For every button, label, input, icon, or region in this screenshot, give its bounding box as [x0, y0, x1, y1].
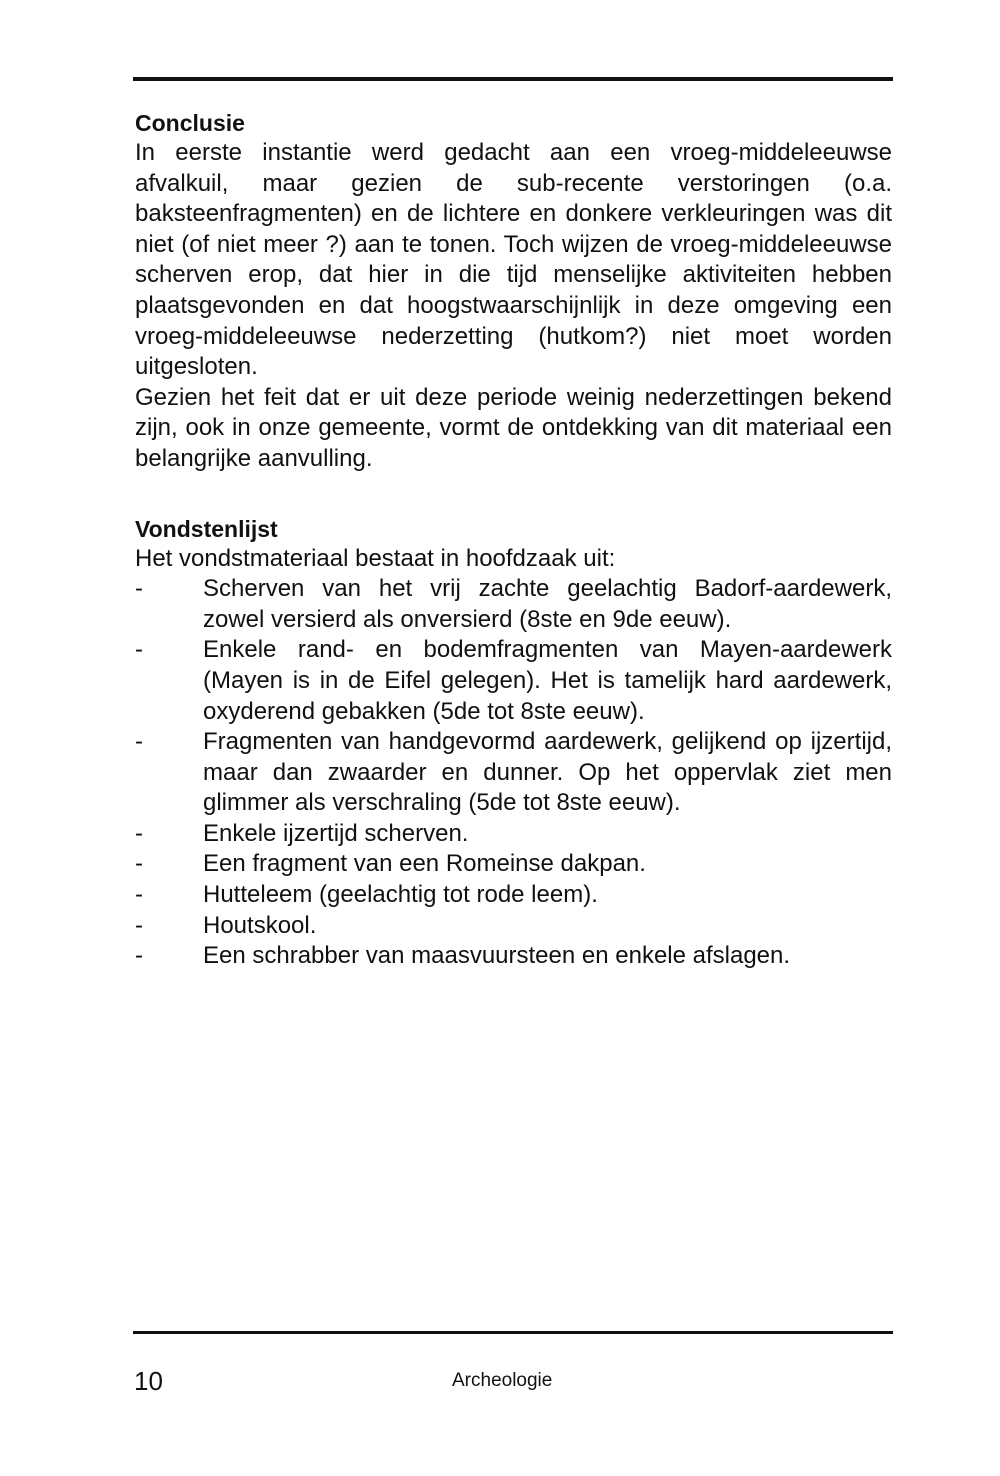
list-item	[135, 819, 892, 850]
list-item-text: Houtskool.	[203, 911, 317, 939]
list-item	[135, 635, 892, 727]
conclusie-paragraph-2: Gezien het feit dat er uit deze periode weinig nederzettingen bekend zijn, ook in onze gemeente, vormt de ontdekking van dit materiaal een belangrijke aanvulling.	[135, 383, 892, 472]
page-number: 10	[134, 1366, 163, 1396]
list-dash: -	[135, 911, 143, 939]
list-item	[135, 941, 892, 972]
list-item-text: Een fragment van een Romeinse dakpan.	[203, 850, 646, 878]
list-dash: -	[135, 728, 143, 756]
list-item	[135, 727, 892, 819]
list-dash: -	[135, 850, 143, 878]
list-item-text: Enkele rand- en bodemfragmenten van Mayen-aardewerk (Mayen is in de Eifel gelegen). Het is tamelijk hard aardewerk, oxyderend gebakken (5de tot 8ste eeuw).	[203, 636, 892, 725]
running-footer-title: Archeologie	[452, 1370, 553, 1391]
list-dash: -	[135, 942, 143, 970]
list-item-text: Hutteleem (geelachtig tot rode leem).	[203, 881, 598, 909]
vondstenlijst-heading: Vondstenlijst	[135, 515, 278, 542]
page-content	[135, 108, 892, 972]
find-list	[135, 574, 892, 972]
list-item-text: Enkele ijzertijd scherven.	[203, 819, 469, 847]
vondstenlijst-intro: Het vondstmateriaal bestaat in hoofdzaak uit:	[135, 544, 616, 572]
list-dash: -	[135, 575, 143, 603]
conclusie-heading: Conclusie	[135, 110, 245, 136]
list-item-text: Scherven van het vrij zachte geelachtig Badorf-aardewerk, zowel versierd als onversierd (8ste en 9de eeuw).	[203, 575, 892, 633]
top-rule	[133, 77, 893, 81]
list-item-text: Fragmenten van handgevormd aardewerk, gelijkend op ijzertijd, maar dan zwaarder en dunner. Op het oppervlak ziet men glimmer als verschraling (5de tot 8ste eeuw).	[203, 728, 892, 817]
conclusie-paragraph-1: In eerste instantie werd gedacht aan een vroeg-middeleeuwse afvalkuil, maar gezien de sub-recente verstoringen (o.a. baksteenfragmenten) en de lichtere en donkere verkleuringen was dit niet (of niet meer ?) aan te tonen. Toch wijzen de vroeg-middeleeuwse scherven erop, dat hier in die tijd menselijke aktiviteiten hebben plaatsgevonden en dat hoogstwaarschijnlijk in deze omgeving een vroeg-middeleeuwse nederzetting (hutkom?) niet moet worden uitgesloten.	[135, 139, 892, 381]
bottom-rule	[133, 1331, 893, 1334]
list-item	[135, 911, 892, 942]
list-item	[135, 849, 892, 880]
list-item-text: Een schrabber van maasvuursteen en enkele afslagen.	[203, 942, 791, 970]
section-gap	[135, 475, 892, 514]
list-dash: -	[135, 881, 143, 909]
list-item	[135, 574, 892, 635]
list-item	[135, 880, 892, 911]
list-dash: -	[135, 819, 143, 847]
list-dash: -	[135, 636, 143, 664]
